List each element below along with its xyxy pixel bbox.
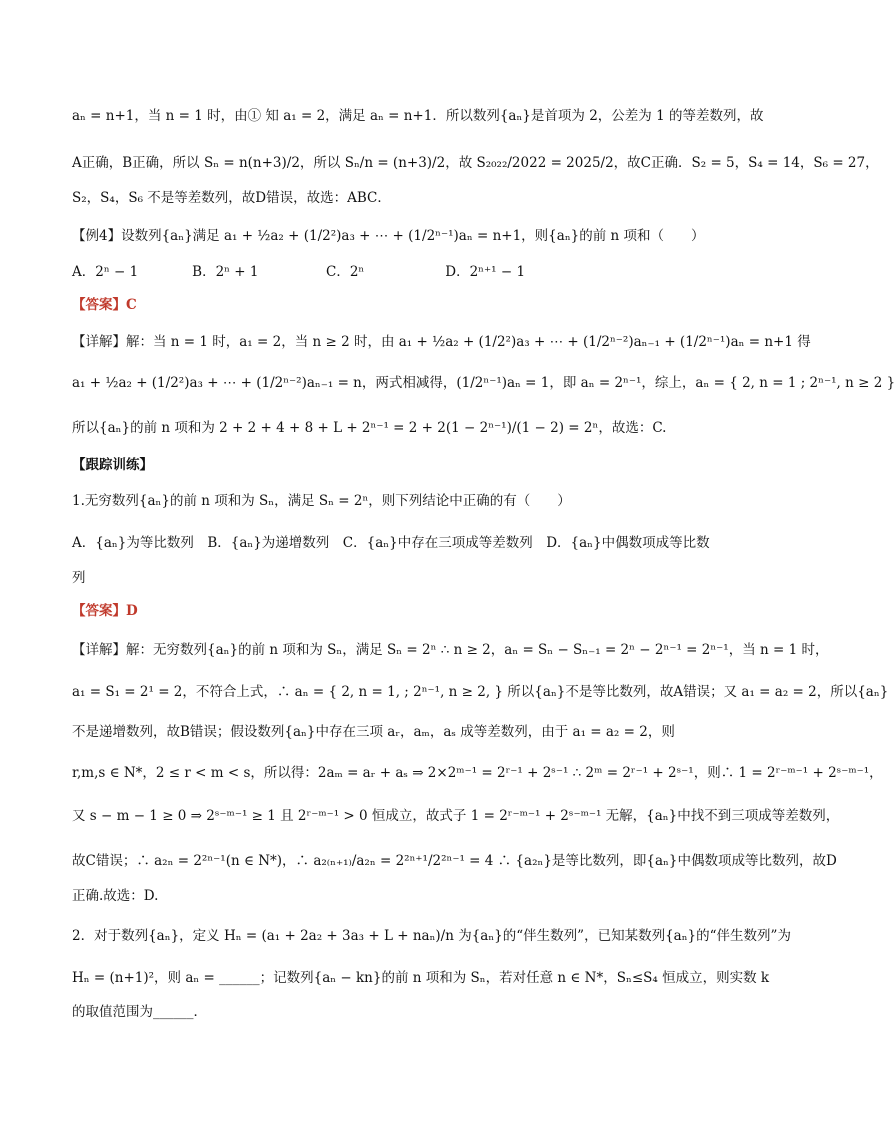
solution-line: a₁ + ½a₂ + (1/2²)a₃ + ⋯ + (1/2ⁿ⁻²)aₙ₋₁ = n，两式相减得，(1/2ⁿ⁻¹)aₙ = 1，即 aₙ = 2ⁿ⁻¹，综上，aₙ = { 2, n = 1 ; 2ⁿ⁻¹, n ≥ 2 } <box>72 375 895 391</box>
solution-line: 【详解】解：无穷数列{aₙ}的前 n 项和为 Sₙ，满足 Sₙ = 2ⁿ ∴ n ≥ 2，aₙ = Sₙ − Sₙ₋₁ = 2ⁿ − 2ⁿ⁻¹ = 2ⁿ⁻¹，当 n = 1 时， <box>72 642 829 658</box>
solution-line: 又 s − m − 1 ≥ 0 ⇒ 2ˢ⁻ᵐ⁻¹ ≥ 1 且 2ʳ⁻ᵐ⁻¹ > 0 恒成立，故式子 1 = 2ʳ⁻ᵐ⁻¹ + 2ˢ⁻ᵐ⁻¹ 无解，{aₙ}中找不到三项成等差数列， <box>72 808 840 824</box>
solution-line: 故C错误；∴ a₂ₙ = 2²ⁿ⁻¹(n ∈ N*)，∴ a₂₍ₙ₊₁₎/a₂ₙ = 2²ⁿ⁺¹/2²ⁿ⁻¹ = 4 ∴ {a₂ₙ}是等比数列，即{aₙ}中偶数项成等比数列，故D <box>72 853 837 869</box>
text-line: S₂，S₄，S₆ 不是等差数列，故D错误，故选：ABC． <box>72 190 391 206</box>
solution-line: 不是递增数列，故B错误；假设数列{aₙ}中存在三项 aᵣ，aₘ，aₛ 成等差数列，由于 a₁ = a₂ = 2，则 <box>72 724 675 740</box>
solution-line: a₁ = S₁ = 2¹ = 2，不符合上式，∴ aₙ = { 2, n = 1, ; 2ⁿ⁻¹, n ≥ 2, } 所以{aₙ}不是等比数列，故A错误；又 a₁ = a₂ = 2，所以{aₙ} <box>72 684 889 700</box>
solution-line: r,m,s ∈ N*，2 ≤ r < m < s，所以得：2aₘ = aᵣ + aₛ ⇒ 2×2ᵐ⁻¹ = 2ʳ⁻¹ + 2ˢ⁻¹ ∴ 2ᵐ = 2ʳ⁻¹ + 2ˢ⁻¹，则∴ 1 = 2ʳ⁻ᵐ⁻¹ + 2ˢ⁻ᵐ⁻¹， <box>72 765 883 781</box>
question-1: 1.无穷数列{aₙ}的前 n 项和为 Sₙ，满足 Sₙ = 2ⁿ，则下列结论中正确的有（ ） <box>72 493 571 509</box>
question-1-options-cont: 列 <box>72 570 86 586</box>
solution-line: 【详解】解：当 n = 1 时，a₁ = 2，当 n ≥ 2 时，由 a₁ + ½a₂ + (1/2²)a₃ + ⋯ + (1/2ⁿ⁻²)aₙ₋₁ + (1/2ⁿ⁻¹)aₙ = n+1 得 <box>72 334 811 350</box>
question-2: Hₙ = (n+1)²，则 aₙ = ______；记数列{aₙ − kn}的前 n 项和为 Sₙ，若对任意 n ∈ N*，Sₙ≤S₄ 恒成立，则实数 k <box>72 970 770 986</box>
answer-label: 【答案】C <box>72 297 137 313</box>
question-1-options: A．{aₙ}为等比数列 B．{aₙ}为递增数列 C．{aₙ}中存在三项成等差数列 D．{aₙ}中偶数项成等比数 <box>72 535 710 551</box>
solution-line: 正确.故选：D. <box>72 888 159 904</box>
text-line: aₙ = n+1，当 n = 1 时，由① 知 a₁ = 2，满足 aₙ = n+1．所以数列{aₙ}是首项为 2，公差为 1 的等差数列，故 <box>72 108 764 124</box>
text-line: A正确，B正确，所以 Sₙ = n(n+3)/2，所以 Sₙ/n = (n+3)/2，故 S₂₀₂₂/2022 = 2025/2，故C正确．S₂ = 5，S₄ = 14，S₆ = 27， <box>72 155 879 171</box>
example-4-question: 【例4】设数列{aₙ}满足 a₁ + ½a₂ + (1/2²)a₃ + ⋯ + (1/2ⁿ⁻¹)aₙ = n+1，则{aₙ}的前 n 项和（ ） <box>72 228 705 244</box>
question-2: 的取值范围为______． <box>72 1004 207 1020</box>
solution-line: 所以{aₙ}的前 n 项和为 2 + 2 + 4 + 8 + L + 2ⁿ⁻¹ = 2 + 2(1 − 2ⁿ⁻¹)/(1 − 2) = 2ⁿ，故选：C. <box>72 420 667 436</box>
section-heading: 【跟踪训练】 <box>72 457 153 473</box>
question-2: 2．对于数列{aₙ}，定义 Hₙ = (a₁ + 2a₂ + 3a₃ + L + naₙ)/n 为{aₙ}的“伴生数列”，已知某数列{aₙ}的“伴生数列”为 <box>72 928 791 944</box>
answer-label: 【答案】D <box>72 603 138 619</box>
example-4-options: A．2ⁿ − 1 B．2ⁿ + 1 C．2ⁿ D．2ⁿ⁺¹ − 1 <box>72 264 526 280</box>
